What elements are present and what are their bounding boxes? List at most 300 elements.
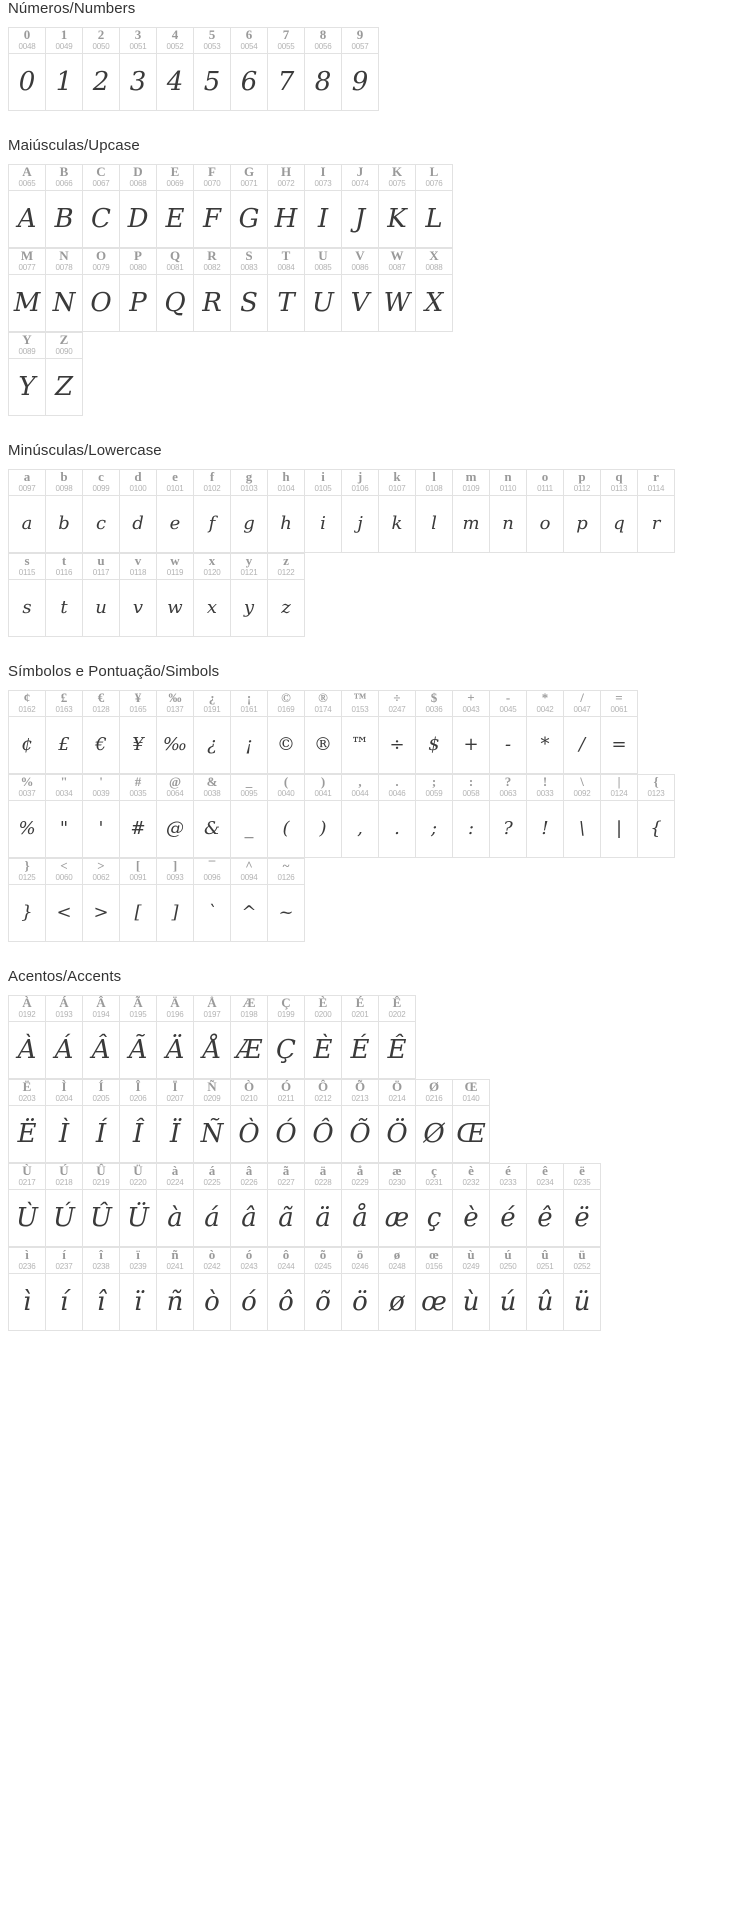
glyph-sample-cell: s [9, 580, 46, 637]
glyph-code-label: 0200 [314, 1010, 332, 1019]
glyph-header-cell [416, 165, 453, 191]
glyph-header-row [9, 249, 453, 275]
glyph-char-label: 8 [319, 27, 327, 42]
glyph-sample-cell: Í [83, 1106, 120, 1163]
glyph-sample-cell: n [490, 496, 527, 553]
glyph-header-cell [194, 470, 231, 496]
glyph-sample-cell: " [46, 801, 83, 858]
glyph-char-label: ø [393, 1247, 401, 1262]
glyph-char-label: : [468, 774, 474, 789]
glyph-code-label: 0068 [129, 179, 147, 188]
glyph-sample-cell: £ [46, 717, 83, 774]
glyph-sample-cell: î [83, 1274, 120, 1331]
glyph-code-label: 0213 [351, 1094, 369, 1103]
glyph-header-cell [342, 1164, 379, 1190]
glyph-char-label: 6 [245, 27, 253, 42]
glyph-sample-cell: @ [157, 801, 194, 858]
glyph-char-label: Ú [59, 1163, 69, 1178]
glyph-char-label: T [281, 248, 291, 263]
glyph-sample-cell: u [83, 580, 120, 637]
glyph-header-cell [46, 1164, 83, 1190]
glyph-header-cell [342, 470, 379, 496]
glyph-sample-cell: l [416, 496, 453, 553]
glyph-grid-wrap [0, 469, 730, 637]
glyph-header-cell [83, 165, 120, 191]
glyph-code-label: 0099 [92, 484, 110, 493]
glyph-sample-cell: 9 [342, 54, 379, 111]
glyph-header-cell [305, 775, 342, 801]
glyph-char-label: s [24, 553, 30, 568]
glyph-sample-cell: ; [416, 801, 453, 858]
glyph-grid [8, 27, 379, 111]
glyph-header-cell [231, 1080, 268, 1106]
glyph-sample-cell: B [46, 191, 83, 248]
glyph-char-label: æ [392, 1163, 402, 1178]
glyph-header-cell [268, 165, 305, 191]
glyph-header-cell [305, 1248, 342, 1274]
glyph-sample-cell: ò [194, 1274, 231, 1331]
glyph-code-label: 0074 [351, 179, 369, 188]
glyph-char-label: ; [431, 774, 437, 789]
glyph-code-label: 0067 [92, 179, 110, 188]
glyph-sample-cell: å [342, 1190, 379, 1247]
glyph-char-label: ñ [171, 1247, 179, 1262]
section-title: Símbolos e Pontuação/Simbols [8, 663, 220, 680]
glyph-header-cell [46, 1248, 83, 1274]
glyph-header-cell [342, 249, 379, 275]
glyph-char-label: Ó [280, 1079, 292, 1094]
glyph-char-label: à [171, 1163, 179, 1178]
glyph-sample-cell: D [120, 191, 157, 248]
glyph-char-label: è [468, 1163, 474, 1178]
glyph-grid [8, 469, 675, 553]
glyph-code-label: 0126 [277, 873, 295, 882]
glyph-grid [8, 774, 675, 858]
glyph-section [0, 663, 730, 942]
glyph-header-cell [527, 775, 564, 801]
glyph-header-cell [157, 996, 194, 1022]
glyph-char-label: _ [245, 774, 253, 789]
glyph-header-cell [490, 470, 527, 496]
glyph-header-cell [157, 249, 194, 275]
glyph-code-label: 0211 [277, 1094, 295, 1103]
glyph-header-row [9, 28, 379, 54]
glyph-header-cell [490, 1164, 527, 1190]
glyph-code-label: 0119 [166, 568, 184, 577]
glyph-code-label: 0156 [425, 1262, 443, 1271]
glyph-sample-cell: ® [305, 717, 342, 774]
glyph-char-label: Z [59, 332, 69, 347]
glyph-char-label: û [541, 1247, 549, 1262]
glyph-char-label: ' [99, 774, 103, 789]
glyph-code-label: 0090 [55, 347, 73, 356]
glyph-char-label: Ä [170, 995, 180, 1010]
glyph-char-label: È [318, 995, 328, 1010]
glyph-sample-cell: 3 [120, 54, 157, 111]
glyph-char-label: É [355, 995, 365, 1010]
glyph-header-cell [231, 775, 268, 801]
glyph-header-cell [379, 1164, 416, 1190]
glyph-header-cell [416, 470, 453, 496]
glyph-sample-cell: ü [564, 1274, 601, 1331]
glyph-char-label: + [467, 690, 475, 705]
glyph-char-label: h [282, 469, 290, 484]
glyph-header-cell [601, 775, 638, 801]
glyph-code-label: 0252 [573, 1262, 591, 1271]
glyph-sample-cell: X [416, 275, 453, 332]
glyph-sample-cell: Ì [46, 1106, 83, 1163]
glyph-char-label: R [207, 248, 217, 263]
glyph-char-label: x [208, 553, 216, 568]
glyph-code-label: 0044 [351, 789, 369, 798]
glyph-char-label: B [59, 164, 69, 179]
glyph-header-cell [46, 859, 83, 885]
glyph-code-label: 0084 [277, 263, 295, 272]
glyph-header-cell [379, 996, 416, 1022]
glyph-header-cell [46, 470, 83, 496]
glyph-sample-cell: Ó [268, 1106, 305, 1163]
glyph-code-label: 0081 [166, 263, 184, 272]
glyph-code-label: 0104 [277, 484, 295, 493]
glyph-header-cell [305, 165, 342, 191]
glyph-sample-cell: Ô [305, 1106, 342, 1163]
glyph-code-label: 0108 [425, 484, 443, 493]
glyph-header-cell [9, 1248, 46, 1274]
glyph-sample-cell: E [157, 191, 194, 248]
glyph-sample-row [9, 1274, 601, 1331]
glyph-sample-cell: d [120, 496, 157, 553]
glyph-sample-cell: W [379, 275, 416, 332]
glyph-char-label: Ô [317, 1079, 329, 1094]
glyph-char-label: ç [431, 1163, 437, 1178]
glyph-sample-cell: o [527, 496, 564, 553]
glyph-header-cell [120, 28, 157, 54]
glyph-sample-row [9, 54, 379, 111]
glyph-char-label: Í [98, 1079, 104, 1094]
glyph-header-cell [9, 249, 46, 275]
glyph-header-cell [9, 470, 46, 496]
glyph-char-label: $ [430, 690, 438, 705]
glyph-char-label: n [504, 469, 512, 484]
glyph-sample-cell: ú [490, 1274, 527, 1331]
glyph-header-cell [9, 691, 46, 717]
glyph-header-cell [120, 470, 157, 496]
glyph-header-cell [231, 1248, 268, 1274]
glyph-header-cell [416, 1080, 453, 1106]
glyph-sample-cell: , [342, 801, 379, 858]
glyph-sample-cell: Ä [157, 1022, 194, 1079]
glyph-code-label: 0059 [425, 789, 443, 798]
glyph-code-label: 0082 [203, 263, 221, 272]
glyph-sample-cell: * [527, 717, 564, 774]
glyph-header-row [9, 554, 305, 580]
glyph-sample-cell: Y [9, 359, 46, 416]
glyph-code-label: 0233 [499, 1178, 517, 1187]
glyph-header-cell [9, 775, 46, 801]
glyph-sample-cell: . [379, 801, 416, 858]
glyph-header-row [9, 1080, 490, 1106]
glyph-sample-cell: U [305, 275, 342, 332]
glyph-header-cell [490, 1248, 527, 1274]
glyph-header-cell [564, 775, 601, 801]
glyph-code-label: 0236 [18, 1262, 36, 1271]
glyph-code-label: 0196 [166, 1010, 184, 1019]
glyph-sample-cell: Œ [453, 1106, 490, 1163]
glyph-code-label: 0234 [536, 1178, 554, 1187]
section-title: Maiúsculas/Upcase [8, 137, 140, 154]
glyph-header-cell [194, 554, 231, 580]
glyph-char-label: H [280, 164, 292, 179]
glyph-code-label: 0040 [277, 789, 295, 798]
glyph-header-cell [83, 1080, 120, 1106]
glyph-char-label: ¢ [23, 690, 31, 705]
glyph-char-label: ‰ [168, 690, 182, 705]
glyph-code-label: 0102 [203, 484, 221, 493]
glyph-header-cell [120, 691, 157, 717]
glyph-code-label: 0197 [203, 1010, 221, 1019]
glyph-char-label: X [429, 248, 439, 263]
glyph-code-label: 0250 [499, 1262, 517, 1271]
glyph-char-label: 3 [134, 27, 142, 42]
glyph-code-label: 0086 [351, 263, 369, 272]
glyph-char-label: Û [96, 1163, 106, 1178]
glyph-code-label: 0065 [18, 179, 36, 188]
glyph-sample-cell: t [46, 580, 83, 637]
glyph-header-cell [194, 691, 231, 717]
glyph-code-label: 0063 [499, 789, 517, 798]
glyph-sample-cell: Ñ [194, 1106, 231, 1163]
glyph-code-label: 0095 [240, 789, 258, 798]
glyph-grid [8, 1079, 490, 1163]
glyph-code-label: 0195 [129, 1010, 147, 1019]
glyph-header-cell [453, 775, 490, 801]
glyph-sample-cell: y [231, 580, 268, 637]
glyph-sample-cell: ö [342, 1274, 379, 1331]
glyph-code-label: 0124 [610, 789, 628, 798]
glyph-char-label: ^ [245, 858, 253, 873]
glyph-header-cell [46, 1080, 83, 1106]
glyph-sample-cell: k [379, 496, 416, 553]
glyph-char-label: ( [283, 774, 289, 789]
glyph-sample-cell: È [305, 1022, 342, 1079]
glyph-header-cell [379, 470, 416, 496]
glyph-code-label: 0106 [351, 484, 369, 493]
glyph-sample-cell: > [83, 885, 120, 942]
glyph-char-label: é [505, 1163, 511, 1178]
glyph-header-cell [342, 996, 379, 1022]
glyph-sample-cell: Û [83, 1190, 120, 1247]
glyph-header-cell [9, 333, 46, 359]
glyph-code-label: 0036 [425, 705, 443, 714]
glyph-char-label: D [133, 164, 143, 179]
glyph-sample-cell: b [46, 496, 83, 553]
glyph-sample-cell: è [453, 1190, 490, 1247]
glyph-code-label: 0061 [610, 705, 628, 714]
glyph-header-cell [305, 249, 342, 275]
glyph-sample-row [9, 1190, 601, 1247]
glyph-char-label: ) [320, 774, 326, 789]
glyph-header-cell [83, 470, 120, 496]
glyph-sample-cell: Ø [416, 1106, 453, 1163]
glyph-sample-row [9, 717, 638, 774]
glyph-header-cell [46, 996, 83, 1022]
glyph-code-label: 0035 [129, 789, 147, 798]
glyph-code-label: 0229 [351, 1178, 369, 1187]
glyph-header-cell [231, 165, 268, 191]
glyph-header-cell [268, 1080, 305, 1106]
glyph-header-cell [268, 859, 305, 885]
glyph-header-cell [305, 28, 342, 54]
glyph-char-label: í [62, 1247, 66, 1262]
glyph-sample-cell: ^ [231, 885, 268, 942]
glyph-sample-cell: $ [416, 717, 453, 774]
glyph-code-label: 0237 [55, 1262, 73, 1271]
glyph-char-label: Â [96, 995, 106, 1010]
glyph-sample-cell: é [490, 1190, 527, 1247]
glyph-header-cell [379, 1248, 416, 1274]
glyph-header-row [9, 691, 638, 717]
glyph-sample-cell: Ï [157, 1106, 194, 1163]
glyph-sample-cell: K [379, 191, 416, 248]
glyph-char-label: q [615, 469, 623, 484]
glyph-header-cell [9, 859, 46, 885]
glyph-sample-cell: Á [46, 1022, 83, 1079]
glyph-sample-cell: & [194, 801, 231, 858]
glyph-char-label: £ [60, 690, 68, 705]
glyph-code-label: 0078 [55, 263, 73, 272]
glyph-header-cell [46, 554, 83, 580]
glyph-code-label: 0097 [18, 484, 36, 493]
glyph-sample-cell: € [83, 717, 120, 774]
glyph-sample-cell: i [305, 496, 342, 553]
glyph-code-label: 0075 [388, 179, 406, 188]
glyph-sample-cell: ' [83, 801, 120, 858]
glyph-sample-cell: 5 [194, 54, 231, 111]
glyph-sample-cell: p [564, 496, 601, 553]
glyph-char-label: k [393, 469, 401, 484]
glyph-char-label: g [245, 469, 253, 484]
glyph-sample-cell: h [268, 496, 305, 553]
glyph-sample-cell: Å [194, 1022, 231, 1079]
glyph-sample-cell: H [268, 191, 305, 248]
glyph-code-label: 0153 [351, 705, 369, 714]
glyph-char-label: e [172, 469, 178, 484]
glyph-char-label: ÷ [393, 690, 401, 705]
glyph-code-label: 0204 [55, 1094, 73, 1103]
glyph-char-label: ê [542, 1163, 548, 1178]
glyph-code-label: 0113 [610, 484, 628, 493]
glyph-char-label: [ [135, 858, 141, 873]
glyph-header-cell [342, 775, 379, 801]
glyph-header-cell [9, 1164, 46, 1190]
glyph-char-label: * [541, 690, 549, 705]
glyph-char-label: S [245, 248, 253, 263]
glyph-code-label: 0203 [18, 1094, 36, 1103]
glyph-code-label: 0045 [499, 705, 517, 714]
glyph-code-label: 0217 [18, 1178, 36, 1187]
glyph-code-label: 0202 [388, 1010, 406, 1019]
glyph-header-cell [46, 249, 83, 275]
glyph-code-label: 0091 [129, 873, 147, 882]
glyph-char-label: c [98, 469, 104, 484]
glyph-code-label: 0050 [92, 42, 110, 51]
glyph-code-label: 0246 [351, 1262, 369, 1271]
glyph-code-label: 0238 [92, 1262, 110, 1271]
glyph-sample-cell: c [83, 496, 120, 553]
glyph-char-label: Ì [61, 1079, 67, 1094]
glyph-char-label: i [321, 469, 325, 484]
glyph-sample-cell: x [194, 580, 231, 637]
glyph-code-label: 0038 [203, 789, 221, 798]
glyph-code-label: 0037 [18, 789, 36, 798]
glyph-char-label: C [96, 164, 106, 179]
glyph-sample-cell: Ù [9, 1190, 46, 1247]
glyph-sample-cell: Î [120, 1106, 157, 1163]
glyph-char-label: t [61, 553, 67, 568]
glyph-sample-cell: ÷ [379, 717, 416, 774]
glyph-sample-cell: Õ [342, 1106, 379, 1163]
glyph-sample-row [9, 1106, 490, 1163]
glyph-sample-cell: Ç [268, 1022, 305, 1079]
glyph-code-label: 0049 [55, 42, 73, 51]
glyph-code-label: 0198 [240, 1010, 258, 1019]
glyph-char-label: € [97, 690, 105, 705]
glyph-code-label: 0101 [166, 484, 184, 493]
glyph-char-label: r [653, 469, 659, 484]
glyph-char-label: 1 [60, 27, 68, 42]
glyph-char-label: 0 [23, 27, 31, 42]
glyph-header-cell [564, 470, 601, 496]
glyph-sample-cell: ? [490, 801, 527, 858]
glyph-header-cell [268, 775, 305, 801]
glyph-header-cell [83, 691, 120, 717]
glyph-header-cell [157, 1080, 194, 1106]
glyph-sample-cell: ¥ [120, 717, 157, 774]
glyph-grid [8, 995, 416, 1079]
glyph-char-label: á [208, 1163, 216, 1178]
glyph-sample-row [9, 885, 305, 942]
glyph-sample-cell: # [120, 801, 157, 858]
glyph-code-label: 0226 [240, 1178, 258, 1187]
glyph-header-row [9, 1164, 601, 1190]
glyph-code-label: 0094 [240, 873, 258, 882]
glyph-header-cell [157, 28, 194, 54]
glyph-char-label: j [357, 469, 363, 484]
glyph-char-label: œ [429, 1247, 439, 1262]
glyph-header-row [9, 996, 416, 1022]
glyph-header-cell [564, 1164, 601, 1190]
glyph-sample-cell: 6 [231, 54, 268, 111]
glyph-grid-wrap [0, 995, 730, 1331]
glyph-char-label: o [541, 469, 549, 484]
glyph-code-label: 0212 [314, 1094, 332, 1103]
glyph-header-cell [342, 691, 379, 717]
glyph-code-label: 0207 [166, 1094, 184, 1103]
glyph-char-label: ¥ [134, 690, 142, 705]
glyph-code-label: 0096 [203, 873, 221, 882]
glyph-sample-cell: Ò [231, 1106, 268, 1163]
glyph-sample-cell: G [231, 191, 268, 248]
glyph-header-row [9, 470, 675, 496]
glyph-char-label: Q [169, 248, 181, 263]
glyph-sample-cell: ™ [342, 717, 379, 774]
glyph-header-cell [305, 1164, 342, 1190]
glyph-header-cell [157, 775, 194, 801]
section-title: Números/Numbers [8, 0, 136, 17]
glyph-char-label: p [578, 469, 586, 484]
glyph-code-label: 0047 [573, 705, 591, 714]
glyph-code-label: 0062 [92, 873, 110, 882]
